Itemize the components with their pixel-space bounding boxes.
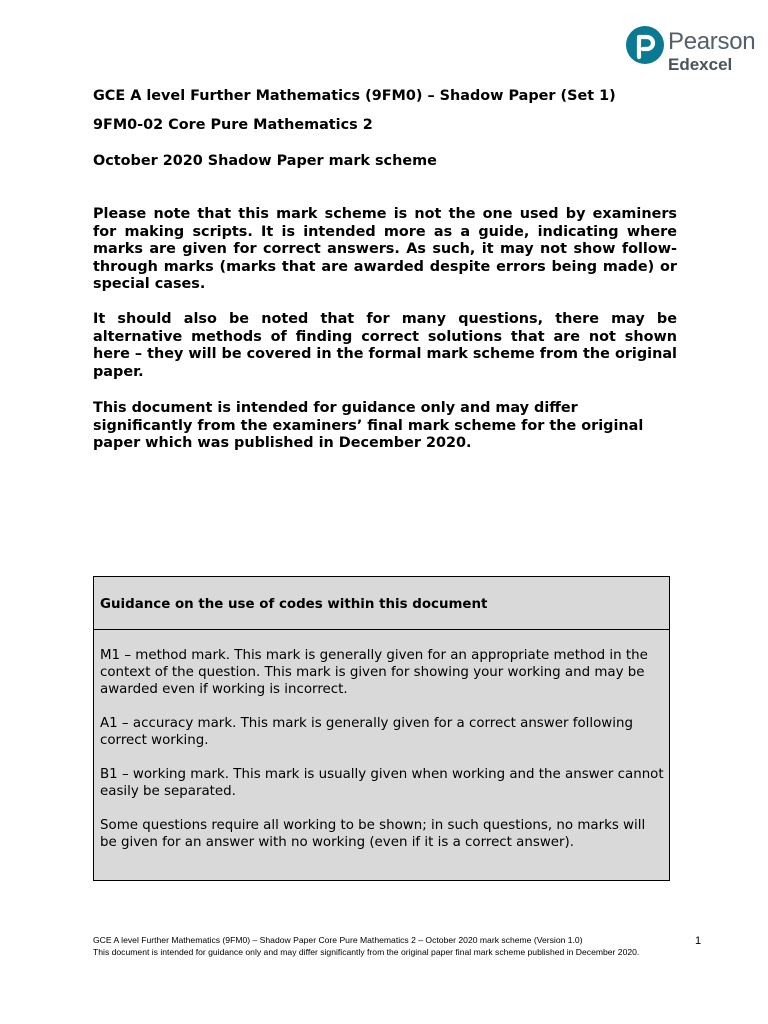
- guidance-heading: Guidance on the use of codes within this document: [94, 577, 669, 630]
- footer-line-2: This document is intended for guidance only and may differ significantly from the original paper final mark scheme published in December 2020.: [93, 946, 640, 957]
- logo-sub-text: Edexcel: [668, 55, 733, 74]
- logo-brand-text: Pearson: [668, 28, 756, 55]
- code-b1-description: B1 – working mark. This mark is usually given when working and the answer cannot easily be separated.: [100, 767, 664, 799]
- note-paragraph-2: It should also be noted that for many questions, there may be alternative methods of finding correct solutions that are not shown here – they will be covered in the formal mark scheme from the original paper.: [93, 311, 677, 380]
- mark-scheme-title: October 2020 Shadow Paper mark scheme: [93, 153, 437, 169]
- footer-line-1: GCE A level Further Mathematics (9FM0) – Shadow Paper Core Pure Mathematics 2 – October 2020 mark scheme (Version 1.0): [93, 935, 583, 945]
- note-paragraph-1: Please note that this mark scheme is not the one used by examiners for making scripts. It is intended more as a guide, indicating where marks are given for correct answers. As such, it may not show follow-through marks (marks that are awarded despite errors being made) or special cases.: [93, 206, 677, 292]
- guidance-box: [93, 576, 670, 881]
- pearson-edexcel-logo: [626, 24, 756, 76]
- page-footer: [93, 935, 685, 958]
- note-paragraph-3: This document is intended for guidance only and may differ significantly from the examiners’ final mark scheme for the original paper which was published in December 2020.: [93, 400, 644, 451]
- document-title: GCE A level Further Mathematics (9FM0) – Shadow Paper (Set 1): [93, 88, 616, 104]
- working-requirement-note: Some questions require all working to be shown; in such questions, no marks will be given for an answer with no working (even if it is a correct answer).: [100, 818, 646, 850]
- page-number: 1: [695, 935, 702, 947]
- code-m1-description: M1 – method mark. This mark is generally given for an appropriate method in the context of the question. This mark is given for showing your working and may be awarded even if working is incorrect.: [100, 648, 648, 697]
- code-a1-description: A1 – accuracy mark. This mark is generally given for a correct answer following correct working.: [100, 716, 633, 748]
- paper-title: 9FM0-02 Core Pure Mathematics 2: [93, 117, 373, 133]
- guidance-body: [94, 630, 669, 851]
- pearson-p-icon: [626, 26, 664, 64]
